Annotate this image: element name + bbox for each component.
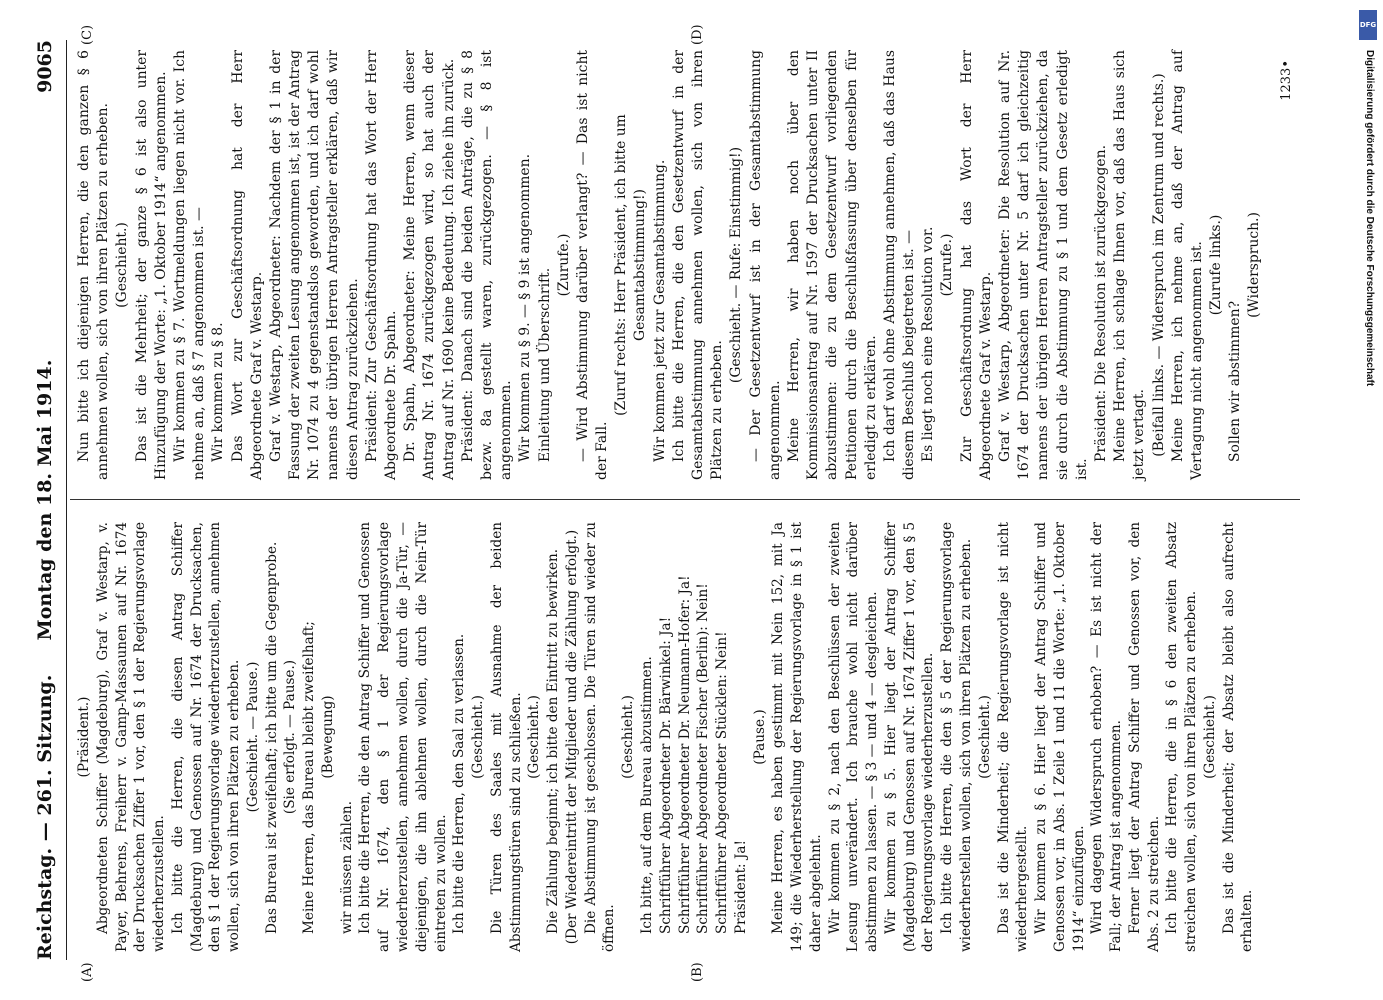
paragraph: Meine Herren, wir haben noch über den Kommissionsantrag auf Nr. 1597 der Drucksachen unter II abzustimmen: die zu dem Gesetzentwurf vorliegenden Petitionen durch die Beschlußfassung über denselben für erledigt zu erklären.: [785, 50, 879, 480]
paragraph: Ferner liegt der Antrag Schiffer und Genossen vor, den Abs. 2 zu streichen.: [1126, 522, 1162, 952]
paragraph: (Sie erfolgt. — Pause.): [282, 659, 299, 815]
paragraph: Ich bitte die Herren, die den § 5 der Regierungsvorlage wiederherstellen wollen, sich von ihren Plätzen zu erheben.: [939, 522, 974, 952]
paragraph: Ich bitte die Herren, die in § 6 den zweiten Absatz streichen wollen, sich von ihren Plätzen zu erheben.: [1164, 522, 1200, 952]
paragraph: Präsident: Ja!: [732, 840, 749, 934]
margin-marker-b: (B): [690, 962, 705, 982]
paragraph: Es liegt noch eine Resolution vor.: [920, 226, 937, 462]
paragraph: Zur Geschäftsordnung hat das Wort der Herr Abgeordnete Graf v. Westarp.: [958, 50, 994, 480]
paragraph: Nun bitte ich diejenigen Herren, die den ganzen § 6 annehmen wollen, sich von ihren Plätzen zu erheben.: [76, 50, 112, 480]
paragraph: Wir kommen zu § 7. Wortmeldungen liegen nicht vor. Ich nehme an, daß § 7 angenommen ist. —: [171, 50, 208, 480]
paragraph: Das ist die Minderheit; die Regierungsvorlage ist nicht wiederhergestellt.: [995, 522, 1031, 952]
dfg-logo: DFG: [1359, 10, 1377, 40]
paragraph: (Geschieht.): [976, 695, 993, 779]
paragraph: (Geschieht.): [620, 695, 637, 779]
digitization-text: Digitalisierung gefördert durch die Deutsche Forschungsgemeinschaft: [1364, 50, 1375, 387]
paragraph: Wird dagegen Widerspruch erhoben? — Es ist nicht der Fall; der Antrag ist angenommen.: [1089, 522, 1125, 952]
paragraph: Das Wort zur Geschäftsordnung hat der Herr Abgeordnete Graf v. Westarp.: [229, 50, 265, 480]
paragraph: Das ist die Mehrheit; der ganze § 6 ist also unter Hinzufügung der Worte: „1. Oktober 1914“ angenommen.: [133, 50, 169, 480]
paragraph: wir müssen zählen.: [338, 800, 355, 934]
paragraph: Schriftführer Abgeordneter Fischer (Berlin): Nein!: [695, 583, 712, 934]
paragraph: (Geschieht. — Rufe: Einstimmig!): [728, 146, 745, 384]
paragraph: (Zurufe links.): [1208, 214, 1225, 316]
paragraph: Wir kommen zu § 8.: [210, 322, 227, 462]
paragraph: Meine Herren, ich nehme an, daß der Antrag auf Vertagung nicht angenommen ist.: [1169, 50, 1205, 480]
paragraph: Die Türen des Saales mit Ausnahme der beiden Abstimmungstüren sind zu schließen.: [488, 522, 524, 952]
paragraph: Wir kommen jetzt zur Gesamtabstimmung.: [651, 159, 668, 462]
right-column: [75, 50, 1265, 480]
paragraph: (Zuruf rechts: Herr Präsident, ich bitte um Gesamtabstimmung!): [613, 114, 649, 416]
paragraph: Einleitung und Überschrift.: [536, 267, 553, 462]
paragraph: (Geschieht.): [526, 695, 543, 779]
paragraph: Wir kommen zu § 6. Hier liegt der Antrag Schiffer und Genossen vor, in Abs. 1 Zeile 1 und 11 die Worte: „1. Oktober 1914“ einzufügen.: [1033, 522, 1087, 952]
paragraph: Abgeordneten Schiffer (Magdeburg), Graf v. Westarp, v. Payer, Behrens, Freiherr v. Gamp-Massaunen auf Nr. 1674 der Drucksachen Ziffer 1 vor, den § 1 der Regierungsvorlage wiederherzustellen.: [94, 522, 168, 952]
paragraph: Die Abstimmung ist geschlossen. Die Türen sind wieder zu öffnen.: [582, 522, 618, 952]
paragraph: Schriftführer Abgeordneter Dr. Neumann-Hofer: Ja!: [676, 575, 693, 934]
paragraph: Ich bitte, auf dem Bureau abzustimmen.: [638, 656, 655, 934]
paragraph: (Geschieht.): [1201, 695, 1218, 779]
header-rule: [66, 40, 67, 960]
paragraph: Ich bitte die Herren, die diesen Antrag Schiffer (Magdeburg) und Genossen auf Nr. 1674 der Drucksachen, den § 1 der Regierungsvorlage wiederherzustellen, annehmen wollen, sich von ihren Plätzen zu erheben.: [169, 522, 243, 952]
paragraph: Meine Herren, es haben gestimmt mit Nein 152, mit Ja 149; die Wiederherstellung der Regierungsvorlage in § 1 ist daher abgelehnt.: [770, 522, 824, 952]
paragraph: Das Bureau ist zweifelhaft; ich bitte um die Gegenprobe.: [263, 541, 280, 934]
paragraph: Schriftführer Abgeordneter Stücklen: Nein!: [714, 631, 731, 934]
paragraph: (Geschieht.): [470, 695, 487, 779]
margin-marker-c: (C): [80, 24, 95, 45]
paragraph: Graf v. Westarp, Abgeordneter: Die Resolution auf Nr. 1674 der Drucksachen unter Nr. 5 darf ich gleichzeitig namens der übrigen Herren Antragsteller zurückziehen, da sie durch die Abstimmung zu § 1 und dem Gesetz erledigt ist.: [997, 50, 1090, 480]
paragraph: (Widerspruch.): [1246, 212, 1263, 318]
paragraph: Wir kommen zu § 5. Hier liegt der Antrag Schiffer (Magdeburg) und Genossen auf Nr. 1674 Ziffer 1 vor, den § 5 der Regierungsvorlage wiederherzustellen.: [882, 522, 937, 952]
paragraph: Präsident: Danach sind die beiden Anträge, die zu § 8 bezw. 8a gestellt waren, zurückgezogen. — § 8 ist angenommen.: [459, 50, 515, 480]
paragraph: (Pause.): [751, 709, 768, 765]
column-divider: [70, 499, 1300, 500]
paragraph: Meine Herren, ich schlage Ihnen vor, daß das Haus sich jetzt vertagt.: [1112, 50, 1148, 480]
digitization-note: [1357, 10, 1379, 610]
page-footer: 1233•: [1279, 60, 1294, 101]
header-left: Reichstag. — 261. Sitzung.: [34, 674, 56, 960]
paragraph: Wir kommen zu § 9. — § 9 ist angenommen.: [517, 153, 534, 462]
page-number: 9065: [34, 40, 56, 93]
paragraph: Präsident: Zur Geschäftsordnung hat das Wort der Herr Abgeordnete Dr. Spahn.: [363, 50, 399, 480]
paragraph: Graf v. Westarp, Abgeordneter: Nachdem der § 1 in der Fassung der zweiten Lesung angenommen ist, ist der Antrag Nr. 1074 zu 4 gegenstandslos geworden, und ich darf wohl namens der übrigen Herren Antragsteller erklären, daß wir diesen Antrag zurückziehen.: [267, 50, 361, 480]
paragraph: Ich darf wohl ohne Abstimmung annehmen, daß das Haus diesem Beschluß beigetreten ist. —: [881, 50, 918, 480]
paragraph: (Bewegung): [319, 695, 336, 779]
paragraph: Meine Herren, das Bureau bleibt zweifelhaft;: [301, 621, 318, 934]
page-header: [34, 40, 64, 960]
paragraph: Wir kommen zu § 2, nach den Beschlüssen der zweiten Lesung unverändert. Ich brauche wohl nicht darüber abstimmen zu lassen. — § 3 — und 4 — desgleichen.: [826, 522, 881, 952]
paragraph: — Wird Abstimmung darüber verlangt? — Das ist nicht der Fall.: [574, 50, 611, 480]
paragraph: (Geschieht.): [114, 222, 131, 308]
paragraph: (Zurufe.): [939, 233, 956, 297]
margin-marker-a: (A): [80, 962, 95, 982]
paragraph: (Zurufe.): [555, 233, 572, 297]
paragraph: Dr. Spahn, Abgeordneter: Meine Herren, wenn dieser Antrag Nr. 1674 zurückgezogen wird, so hat auch der Antrag auf Nr. 1690 keine Bedeutung. Ich ziehe ihn zurück.: [402, 50, 457, 480]
paragraph: (Geschieht. — Pause.): [244, 661, 261, 813]
paragraph: Schriftführer Abgeordneter Dr. Bärwinkel: Ja!: [657, 616, 674, 934]
paragraph: — Der Gesetzentwurf ist in der Gesamtabstimmung angenommen.: [747, 50, 783, 480]
left-column: [75, 522, 1257, 952]
margin-marker-d: (D): [690, 24, 705, 45]
paragraph: Sollen wir abstimmen?: [1227, 300, 1244, 462]
paragraph: Ich bitte die Herren, den Saal zu verlassen.: [451, 633, 468, 934]
paragraph: Präsident: Die Resolution ist zurückgezogen.: [1092, 145, 1109, 462]
paragraph: (Beifall links. — Widerspruch im Zentrum und rechts.): [1150, 73, 1167, 457]
header-center: Montag den 18. Mai 1914.: [34, 359, 56, 641]
paragraph: (Der Wiedereintritt der Mitglieder und die Zählung erfolgt.): [563, 529, 580, 945]
paragraph: Ich bitte die Herren, die den Antrag Schiffer und Genossen auf Nr. 1674, den § 1 der Regierungsvorlage wiederherzustellen, annehmen wollen, durch die Ja-Tür, — diejenigen, die ihn ablehnen wollen, durch die Nein-Tür eintreten zu wollen.: [357, 522, 449, 952]
paragraph: Die Zählung beginnt; ich bitte den Eintritt zu bewirken.: [545, 548, 562, 934]
paragraph: Ich bitte die Herren, die den Gesetzentwurf in der Gesamtabstimmung annehmen wollen, sich von ihren Plätzen zu erheben.: [670, 50, 726, 480]
paragraph: Das ist die Minderheit; der Absatz bleibt also aufrecht erhalten.: [1220, 522, 1256, 952]
paragraph: (Präsident.): [76, 696, 92, 778]
